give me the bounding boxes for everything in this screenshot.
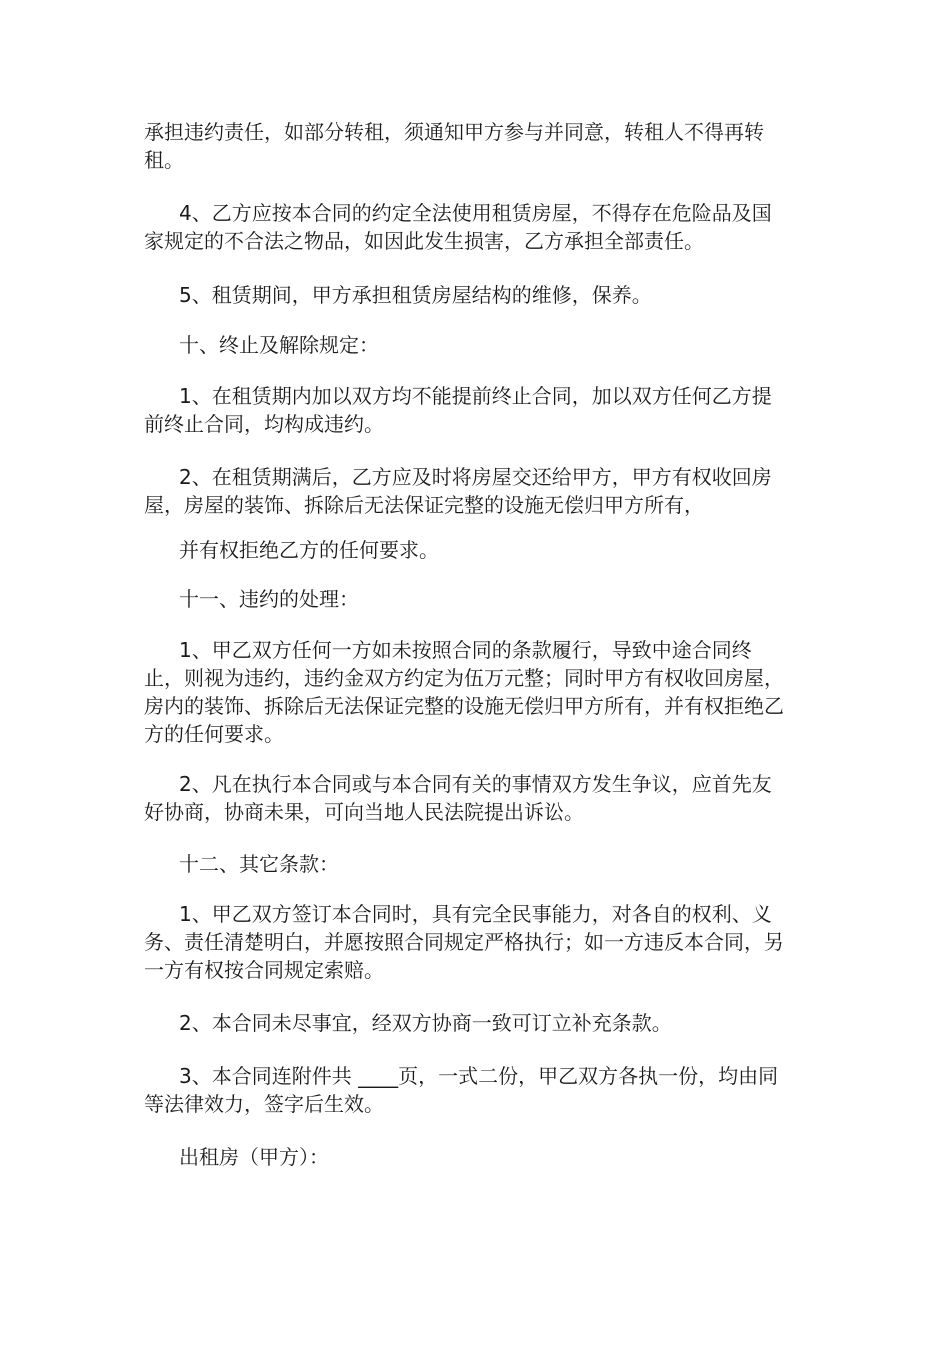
paragraph-clause-11-1: 1、甲乙双方任何一方如未按照合同的条款履行，导致中途合同终止，则视为违约，违约金双方约定为伍万元整；同时甲方有权收回房屋，房内的装饰、拆除后无法保证完整的设施无偿归甲方所有，并有权拒绝乙方的任何要求。	[144, 638, 784, 746]
paragraph-clause-10-1: 1、在租赁期内加以双方均不能提前终止合同，加以双方任何乙方提前终止合同，均构成违约。	[144, 384, 772, 436]
paragraph-clause-12-1: 1、甲乙双方签订本合同时，具有完全民事能力，对各自的权利、义务、责任清楚明白，并愿按照合同规定严格执行；如一方违反本合同，另一方有权按合同规定索赔。	[144, 902, 784, 982]
paragraph-clause-12-3: 3、本合同连附件共 ____页，一式二份，甲乙双方各执一份，均由同等法律效力，签字后生效。	[144, 1064, 779, 1116]
document-page	[144, 118, 784, 1171]
paragraph-continued-sublet: 承担违约责任，如部分转租，须通知甲方参与并同意，转租人不得再转租。	[144, 120, 764, 172]
section-heading-11: 十一、违约的处理：	[179, 587, 359, 611]
section-heading-12: 十二、其它条款：	[179, 852, 339, 876]
paragraph-clause-9-4: 4、乙方应按本合同的约定全法使用租赁房屋，不得存在危险品及国家规定的不合法之物品，如因此发生损害，乙方承担全部责任。	[144, 201, 772, 253]
paragraph-clause-12-2: 2、本合同未尽事宜，经双方协商一致可订立补充条款。	[179, 1011, 672, 1035]
signature-lessor-label: 出租房（甲方）：	[179, 1145, 329, 1169]
paragraph-clause-9-5: 5、租赁期间，甲方承担租赁房屋结构的维修，保养。	[179, 283, 652, 307]
paragraph-clause-10-2-cont: 并有权拒绝乙方的任何要求。	[179, 538, 439, 562]
paragraph-clause-11-2: 2、凡在执行本合同或与本合同有关的事情双方发生争议，应首先友好协商，协商未果，可向当地人民法院提出诉讼。	[144, 772, 772, 824]
paragraph-clause-10-2: 2、在租赁期满后，乙方应及时将房屋交还给甲方，甲方有权收回房屋，房屋的装饰、拆除后无法保证完整的设施无偿归甲方所有，	[144, 465, 772, 517]
section-heading-10: 十、终止及解除规定：	[179, 333, 379, 357]
